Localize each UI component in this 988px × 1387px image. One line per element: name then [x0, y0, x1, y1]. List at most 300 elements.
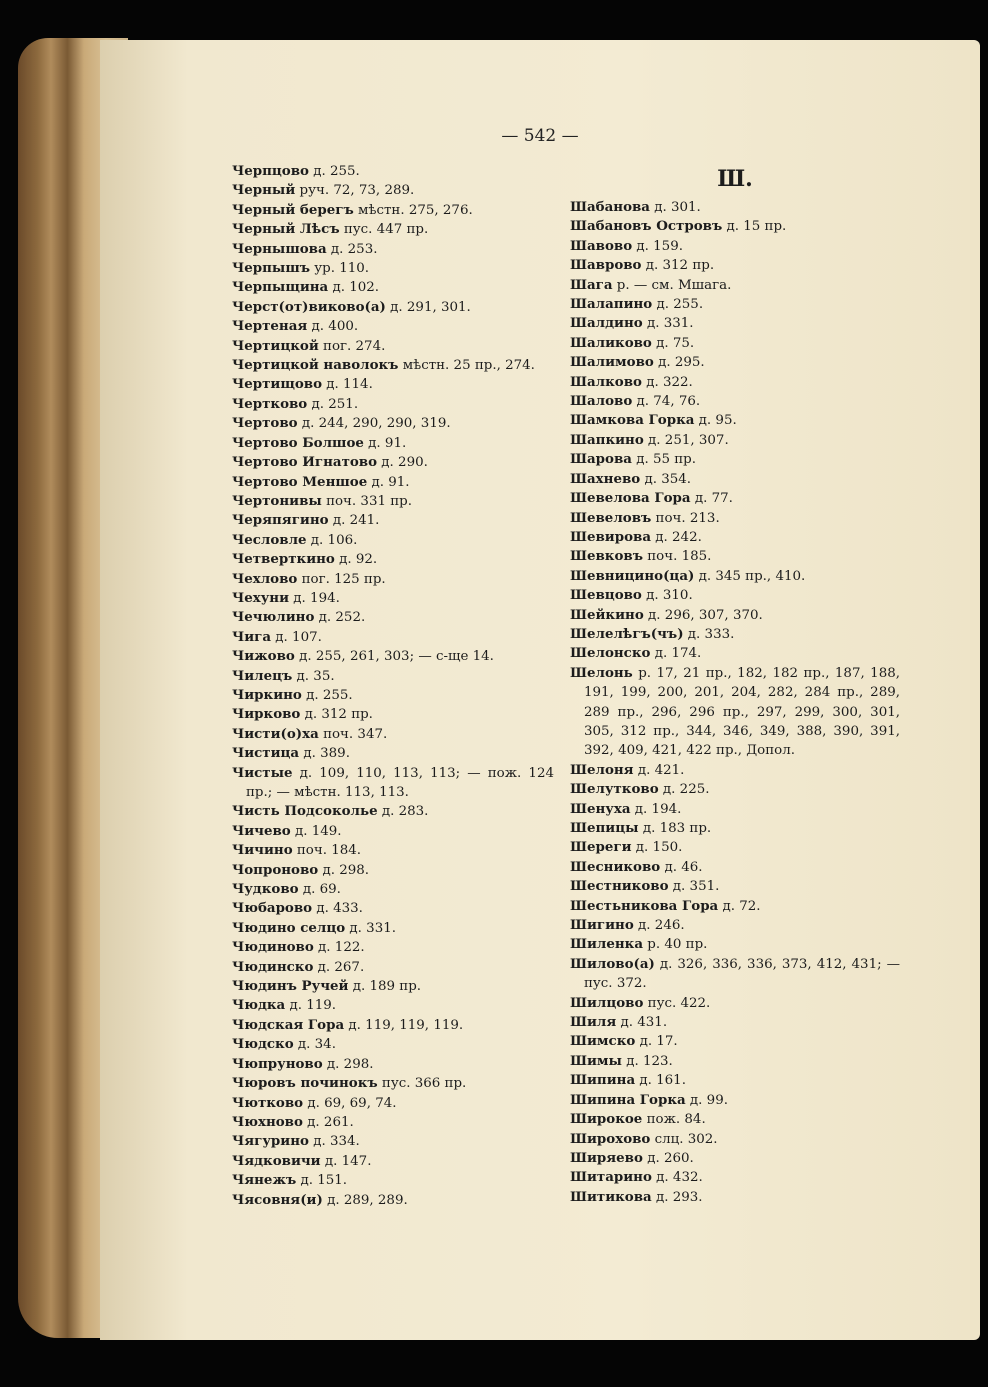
- entry-references: д. 102.: [328, 280, 380, 296]
- entry-name: Широхово: [570, 1130, 651, 1147]
- index-entry: [570, 664, 900, 761]
- entry-name: Черпыщина: [232, 279, 329, 296]
- entry-name: Чягурино: [232, 1133, 309, 1150]
- index-entry: [232, 996, 554, 1015]
- entry-references: д. 99.: [685, 1092, 728, 1108]
- entry-name: Чюбарово: [232, 900, 313, 917]
- index-entry: [232, 880, 554, 899]
- entry-name: Черный Лѣсъ: [232, 221, 340, 238]
- entry-name: Шелутково: [570, 781, 659, 798]
- entry-references: д. 400.: [307, 319, 359, 335]
- index-entry: [570, 237, 900, 256]
- entry-references: д. 291, 301.: [385, 299, 471, 315]
- entry-name: Шитикова: [570, 1188, 652, 1205]
- entry-name: Шестьникова Гора: [570, 897, 719, 914]
- index-entry: [570, 276, 900, 295]
- entry-name: Черный: [232, 182, 296, 199]
- index-entry: [232, 375, 554, 394]
- entry-name: Черяпягино: [232, 512, 329, 529]
- index-entry: [232, 802, 554, 821]
- index-entry: [232, 822, 554, 841]
- index-entry: [570, 955, 900, 994]
- entry-references: пус. 447 пр.: [339, 222, 429, 238]
- index-entry: [232, 201, 554, 220]
- entry-name: Широкое: [570, 1111, 643, 1128]
- index-entry: [570, 1188, 900, 1207]
- entry-references: д. 267.: [313, 959, 365, 975]
- index-entry: [570, 1168, 900, 1187]
- entry-references: д. 298.: [322, 1056, 374, 1072]
- entry-name: Чертицкой: [232, 337, 319, 354]
- entry-name: Чисть Подсоколье: [232, 803, 378, 820]
- entry-references: р. — см. Мшага.: [612, 277, 732, 293]
- index-entry: [232, 317, 554, 336]
- entry-references: д. 109, 110, 113, 113; — пож. 124 пр.; — мѣстн. 113, 113.: [246, 765, 554, 800]
- entry-references: д. 69, 69, 74.: [303, 1095, 397, 1111]
- entry-references: поч. 213.: [651, 510, 720, 526]
- index-entry: [570, 567, 900, 586]
- entry-references: д. 432.: [651, 1170, 703, 1186]
- index-entry: [570, 450, 900, 469]
- entry-references: д. 72.: [718, 898, 761, 914]
- entry-name: Черный берегъ: [232, 201, 354, 218]
- index-entry: [232, 531, 554, 550]
- entry-references: д. 119, 119, 119.: [344, 1017, 464, 1033]
- entry-references: д. 289, 289.: [322, 1192, 408, 1208]
- entry-references: д. 251.: [307, 396, 359, 412]
- entry-name: Чюдская Гора: [232, 1016, 345, 1033]
- index-entry: [232, 705, 554, 724]
- index-entry: [232, 861, 554, 880]
- entry-references: д. 75.: [651, 335, 695, 351]
- index-entry: [232, 473, 554, 492]
- entry-name: Шалково: [570, 373, 642, 390]
- entry-name: Чертицкой наволокъ: [232, 357, 399, 374]
- entry-references: пус. 422.: [643, 995, 711, 1011]
- index-entry: [232, 725, 554, 744]
- entry-references: д. 246.: [633, 918, 685, 934]
- entry-references: д. 333.: [683, 626, 735, 642]
- entry-references: д. 69.: [298, 882, 341, 898]
- index-entry: [570, 256, 900, 275]
- entry-name: Шевницино(ца): [570, 567, 695, 584]
- index-entry: [570, 334, 900, 353]
- index-entry: [232, 356, 554, 375]
- index-entry: [570, 1149, 900, 1168]
- index-entry: [232, 1055, 554, 1074]
- index-entry: [570, 528, 900, 547]
- index-entry: [232, 511, 554, 530]
- entry-references: д. 255.: [308, 164, 360, 179]
- index-entry: [232, 1074, 554, 1093]
- entry-name: Шимско: [570, 1033, 636, 1050]
- index-entry: [232, 337, 554, 356]
- entry-references: д. 106.: [306, 532, 358, 548]
- entry-references: д. 174.: [650, 646, 702, 662]
- entry-references: д. 295.: [653, 355, 705, 371]
- index-entry: [570, 392, 900, 411]
- entry-references: д. 194.: [630, 801, 682, 817]
- entry-name: Шаврово: [570, 257, 642, 274]
- entry-references: д. 159.: [632, 238, 683, 254]
- index-entry: [232, 220, 554, 239]
- entry-name: Шевковъ: [570, 548, 643, 565]
- entry-references: д. 255.: [652, 297, 704, 313]
- entry-references: д. 123.: [621, 1053, 673, 1069]
- entry-name: Чертово: [232, 415, 298, 432]
- entry-references: руч. 72, 73, 289.: [295, 183, 415, 199]
- entry-name: Шелонско: [570, 645, 651, 662]
- index-entry: [570, 994, 900, 1013]
- index-entry: [570, 916, 900, 935]
- entry-references: д. 244, 290, 290, 319.: [297, 416, 451, 432]
- entry-name: Шевелова Гора: [570, 490, 691, 507]
- entry-name: Шилцово: [570, 994, 644, 1011]
- entry-name: Чюдинско: [232, 958, 314, 975]
- entry-references: д. 107.: [271, 629, 322, 645]
- entry-references: д. 389.: [299, 746, 350, 762]
- entry-references: д. 183 пр.: [638, 821, 712, 836]
- index-entry: [570, 547, 900, 566]
- index-entry: [232, 1016, 554, 1035]
- index-entry: [570, 644, 900, 663]
- index-entry: [570, 780, 900, 799]
- entry-references: д. 77.: [690, 491, 733, 507]
- index-entry: [570, 489, 900, 508]
- entry-references: д. 252.: [314, 610, 366, 626]
- index-entry: [232, 278, 554, 297]
- index-entry: [570, 819, 900, 838]
- entry-name: Чертонивы: [232, 492, 322, 509]
- index-entry: [232, 919, 554, 938]
- index-entry: [570, 1052, 900, 1071]
- index-entry: [232, 181, 554, 200]
- index-entry: [570, 625, 900, 644]
- entry-references: д. 122.: [313, 940, 365, 956]
- entry-name: Шабанова: [570, 199, 650, 215]
- entry-references: д. 312 пр.: [300, 707, 373, 723]
- entry-references: д. 147.: [320, 1153, 372, 1169]
- index-entry: [232, 395, 554, 414]
- entry-references: поч. 331 пр.: [321, 493, 412, 509]
- index-entry: [570, 1032, 900, 1051]
- index-entry: [232, 608, 554, 627]
- entry-name: Шелонь: [570, 664, 633, 681]
- book-page: [100, 40, 980, 1340]
- entry-name: Чянежъ: [232, 1172, 297, 1189]
- entry-name: Чюхново: [232, 1113, 303, 1130]
- entry-name: Чютково: [232, 1094, 304, 1111]
- right-column: [570, 162, 900, 1207]
- entry-references: д. 17.: [635, 1034, 678, 1050]
- entry-name: Шалимово: [570, 354, 654, 371]
- index-entry: [570, 411, 900, 430]
- index-entry: [570, 1130, 900, 1149]
- entry-references: д. 91.: [367, 474, 410, 490]
- entry-name: Шелоня: [570, 761, 634, 778]
- entry-name: Шага: [570, 276, 613, 293]
- entry-references: д. 149.: [290, 823, 342, 839]
- entry-name: Шавово: [570, 237, 633, 254]
- index-entry: [232, 764, 554, 803]
- entry-references: д. 331.: [642, 316, 694, 332]
- entry-name: Шипина Горка: [570, 1091, 686, 1108]
- index-entry: [570, 373, 900, 392]
- entry-references: д. 354.: [640, 471, 692, 487]
- entry-references: д. 255.: [301, 687, 353, 703]
- entry-references: д. 253.: [326, 241, 378, 257]
- entry-references: д. 431.: [616, 1015, 668, 1031]
- entry-references: д. 15 пр.: [722, 219, 787, 235]
- index-entry: [570, 509, 900, 528]
- entry-name: Шенуха: [570, 800, 631, 817]
- index-entry: [232, 744, 554, 763]
- entry-name: Шипина: [570, 1072, 636, 1089]
- entry-references: д. 114.: [322, 377, 373, 393]
- entry-references: пог. 274.: [318, 338, 386, 354]
- entry-name: Чехуни: [232, 589, 290, 606]
- entry-references: д. 310.: [641, 588, 693, 604]
- index-entry: [232, 589, 554, 608]
- entry-references: пог. 125 пр.: [297, 571, 386, 587]
- entry-name: Чернышова: [232, 240, 327, 257]
- entry-name: Чесловле: [232, 531, 307, 548]
- entry-references: поч. 184.: [292, 843, 362, 859]
- entry-name: Шепицы: [570, 820, 639, 836]
- entry-name: Черпышъ: [232, 260, 310, 277]
- entry-name: Шевеловъ: [570, 509, 652, 526]
- index-entry: [232, 1035, 554, 1054]
- entry-references: поч. 185.: [642, 549, 712, 565]
- index-entry: [232, 1171, 554, 1190]
- entry-references: д. 91.: [363, 435, 407, 451]
- entry-name: Чертищово: [232, 376, 322, 393]
- entry-name: Чудково: [232, 881, 299, 898]
- entry-name: Чиркино: [232, 686, 302, 703]
- index-entry: [232, 647, 554, 666]
- index-entry: [570, 198, 900, 217]
- index-entry: [232, 1132, 554, 1151]
- index-entry: [232, 938, 554, 957]
- entry-name: Черст(от)виково(а): [232, 298, 386, 315]
- entry-references: д. 283.: [377, 804, 429, 820]
- index-entry: [232, 977, 554, 996]
- entry-references: д. 241.: [328, 513, 380, 529]
- entry-references: д. 331.: [345, 920, 396, 936]
- entry-name: Чертеная: [232, 318, 308, 335]
- entry-references: мѣстн. 25 пр., 274.: [398, 358, 535, 374]
- entry-references: д. 151.: [296, 1173, 348, 1189]
- index-entry: [570, 1110, 900, 1129]
- index-entry: [570, 217, 900, 236]
- entry-name: Шиленка: [570, 936, 644, 953]
- entry-name: Шабановъ Островъ: [570, 218, 723, 235]
- entry-references: д. 119.: [285, 998, 337, 1014]
- entry-name: Чюдско: [232, 1036, 294, 1053]
- index-entry: [570, 606, 900, 625]
- entry-name: Черпцово: [232, 163, 309, 179]
- index-entry: [570, 470, 900, 489]
- index-entry: [232, 453, 554, 472]
- index-entry: [232, 1191, 554, 1210]
- entry-name: Шимы: [570, 1052, 622, 1069]
- entry-references: д. 351.: [668, 879, 720, 895]
- index-entry: [232, 240, 554, 259]
- entry-references: д. 421.: [633, 762, 685, 778]
- index-entry: [232, 414, 554, 433]
- index-entry: [232, 1152, 554, 1171]
- entry-name: Шестниково: [570, 878, 669, 895]
- entry-name: Шалапино: [570, 296, 653, 313]
- entry-name: Шахнево: [570, 470, 641, 487]
- entry-references: д. 92.: [334, 552, 378, 568]
- entry-references: д. 326, 336, 336, 373, 412, 431; — пус. 372.: [584, 956, 900, 992]
- entry-name: Чюдинъ Ручей: [232, 978, 349, 995]
- entry-references: пус. 366 пр.: [377, 1076, 467, 1092]
- entry-name: Шелелѣгъ(чъ): [570, 625, 684, 642]
- entry-name: Чистица: [232, 745, 300, 762]
- entry-name: Ширяево: [570, 1149, 643, 1166]
- entry-references: д. 251, 307.: [643, 432, 729, 448]
- entry-name: Шевцово: [570, 587, 642, 604]
- entry-name: Чистые: [232, 764, 293, 781]
- entry-name: Шиля: [570, 1014, 617, 1031]
- entry-name: Чертково: [232, 395, 308, 412]
- index-entry: [570, 1013, 900, 1032]
- entry-references: д. 345 пр., 410.: [694, 568, 806, 584]
- entry-name: Чига: [232, 628, 272, 645]
- entry-references: д. 322.: [641, 374, 693, 390]
- entry-name: Чюдка: [232, 997, 286, 1014]
- index-entry: [232, 841, 554, 860]
- entry-name: Шейкино: [570, 606, 644, 623]
- entry-references: д. 225.: [658, 782, 710, 798]
- entry-name: Чясовня(и): [232, 1191, 323, 1208]
- entry-name: Шамкова Горка: [570, 412, 695, 429]
- entry-references: д. 296, 307, 370.: [643, 607, 763, 623]
- entry-references: д. 34.: [293, 1037, 336, 1053]
- entry-name: Чилецъ: [232, 667, 293, 684]
- index-entry: [570, 314, 900, 333]
- index-entry: [232, 1113, 554, 1132]
- index-entry: [570, 800, 900, 819]
- entry-name: Шевирова: [570, 528, 652, 545]
- entry-references: д. 95.: [694, 413, 737, 429]
- index-entry: [232, 958, 554, 977]
- index-entry: [232, 434, 554, 453]
- entry-name: Чядковичи: [232, 1152, 321, 1169]
- entry-references: пож. 84.: [642, 1112, 706, 1128]
- index-entry: [232, 1094, 554, 1113]
- entry-references: д. 55 пр.: [631, 452, 697, 468]
- section-letter-heading: Ш.: [717, 166, 753, 192]
- entry-references: д. 194.: [289, 590, 340, 606]
- entry-references: д. 312 пр.: [641, 258, 715, 274]
- index-entry: [232, 298, 554, 317]
- index-entry: [570, 935, 900, 954]
- entry-references: д. 242.: [651, 529, 702, 545]
- entry-name: Шитарино: [570, 1169, 652, 1186]
- entry-name: Чижово: [232, 648, 295, 665]
- entry-references: д. 74, 76.: [632, 394, 701, 410]
- entry-name: Чирково: [232, 706, 301, 723]
- entry-references: д. 46.: [660, 859, 703, 875]
- entry-name: Чисти(о)ха: [232, 725, 319, 742]
- index-entry: [232, 686, 554, 705]
- index-entry: [232, 899, 554, 918]
- entry-name: Шапкино: [570, 431, 644, 448]
- index-entry: [570, 838, 900, 857]
- entry-references: д. 290.: [377, 455, 428, 471]
- index-entry: [570, 1091, 900, 1110]
- entry-references: д. 301.: [649, 200, 701, 215]
- entry-name: Чертово Игнатово: [232, 454, 378, 471]
- left-column: [232, 162, 554, 1210]
- entry-name: Шесниково: [570, 858, 661, 875]
- entry-references: поч. 347.: [318, 726, 388, 742]
- entry-references: д. 255, 261, 303; — с-ще 14.: [294, 649, 494, 665]
- entry-name: Чопроново: [232, 861, 319, 878]
- entry-name: Шигино: [570, 917, 634, 934]
- entry-references: д. 298.: [318, 862, 370, 878]
- entry-references: слц. 302.: [650, 1131, 718, 1147]
- entry-references: д. 334.: [308, 1134, 360, 1150]
- entry-name: Чехлово: [232, 570, 298, 587]
- index-entry: [570, 877, 900, 896]
- entry-name: Чертово Меншое: [232, 473, 368, 490]
- index-entry: [232, 570, 554, 589]
- entry-references: ур. 110.: [310, 261, 370, 277]
- index-entry: [570, 353, 900, 372]
- entry-references: д. 261.: [302, 1114, 354, 1130]
- entry-name: Чюпруново: [232, 1055, 323, 1072]
- index-entry: [570, 1071, 900, 1090]
- page-number: — 542 —: [501, 126, 579, 146]
- entry-references: д. 189 пр.: [348, 979, 422, 995]
- entry-references: д. 150.: [631, 840, 683, 856]
- entry-name: Шарова: [570, 451, 632, 468]
- entry-name: Четверткино: [232, 551, 335, 568]
- index-entry: [232, 667, 554, 686]
- index-entry: [232, 259, 554, 278]
- entry-references: р. 40 пр.: [643, 937, 708, 953]
- index-entry: [570, 295, 900, 314]
- index-entry: [232, 162, 554, 181]
- entry-name: Чечюлино: [232, 609, 315, 626]
- index-entry: [570, 761, 900, 780]
- index-entry: [570, 897, 900, 916]
- entry-references: д. 260.: [642, 1150, 694, 1166]
- index-entry: [570, 586, 900, 605]
- entry-name: Чертово Болшое: [232, 434, 364, 451]
- entry-references: д. 433.: [312, 901, 363, 917]
- entry-name: Шереги: [570, 839, 632, 856]
- index-entry: [232, 550, 554, 569]
- entry-references: д. 161.: [635, 1073, 686, 1089]
- entry-name: Чичино: [232, 842, 293, 859]
- index-entry: [232, 628, 554, 647]
- entry-references: д. 293.: [651, 1189, 703, 1205]
- index-entry: [570, 431, 900, 450]
- index-entry: [570, 858, 900, 877]
- entry-name: Шилово(а): [570, 955, 655, 972]
- entry-name: Шалдино: [570, 315, 643, 332]
- entry-name: Чюдино селцо: [232, 919, 346, 936]
- entry-references: мѣстн. 275, 276.: [353, 202, 473, 218]
- entry-references: д. 35.: [292, 668, 335, 684]
- entry-name: Шаликово: [570, 334, 652, 351]
- entry-name: Чичево: [232, 822, 291, 839]
